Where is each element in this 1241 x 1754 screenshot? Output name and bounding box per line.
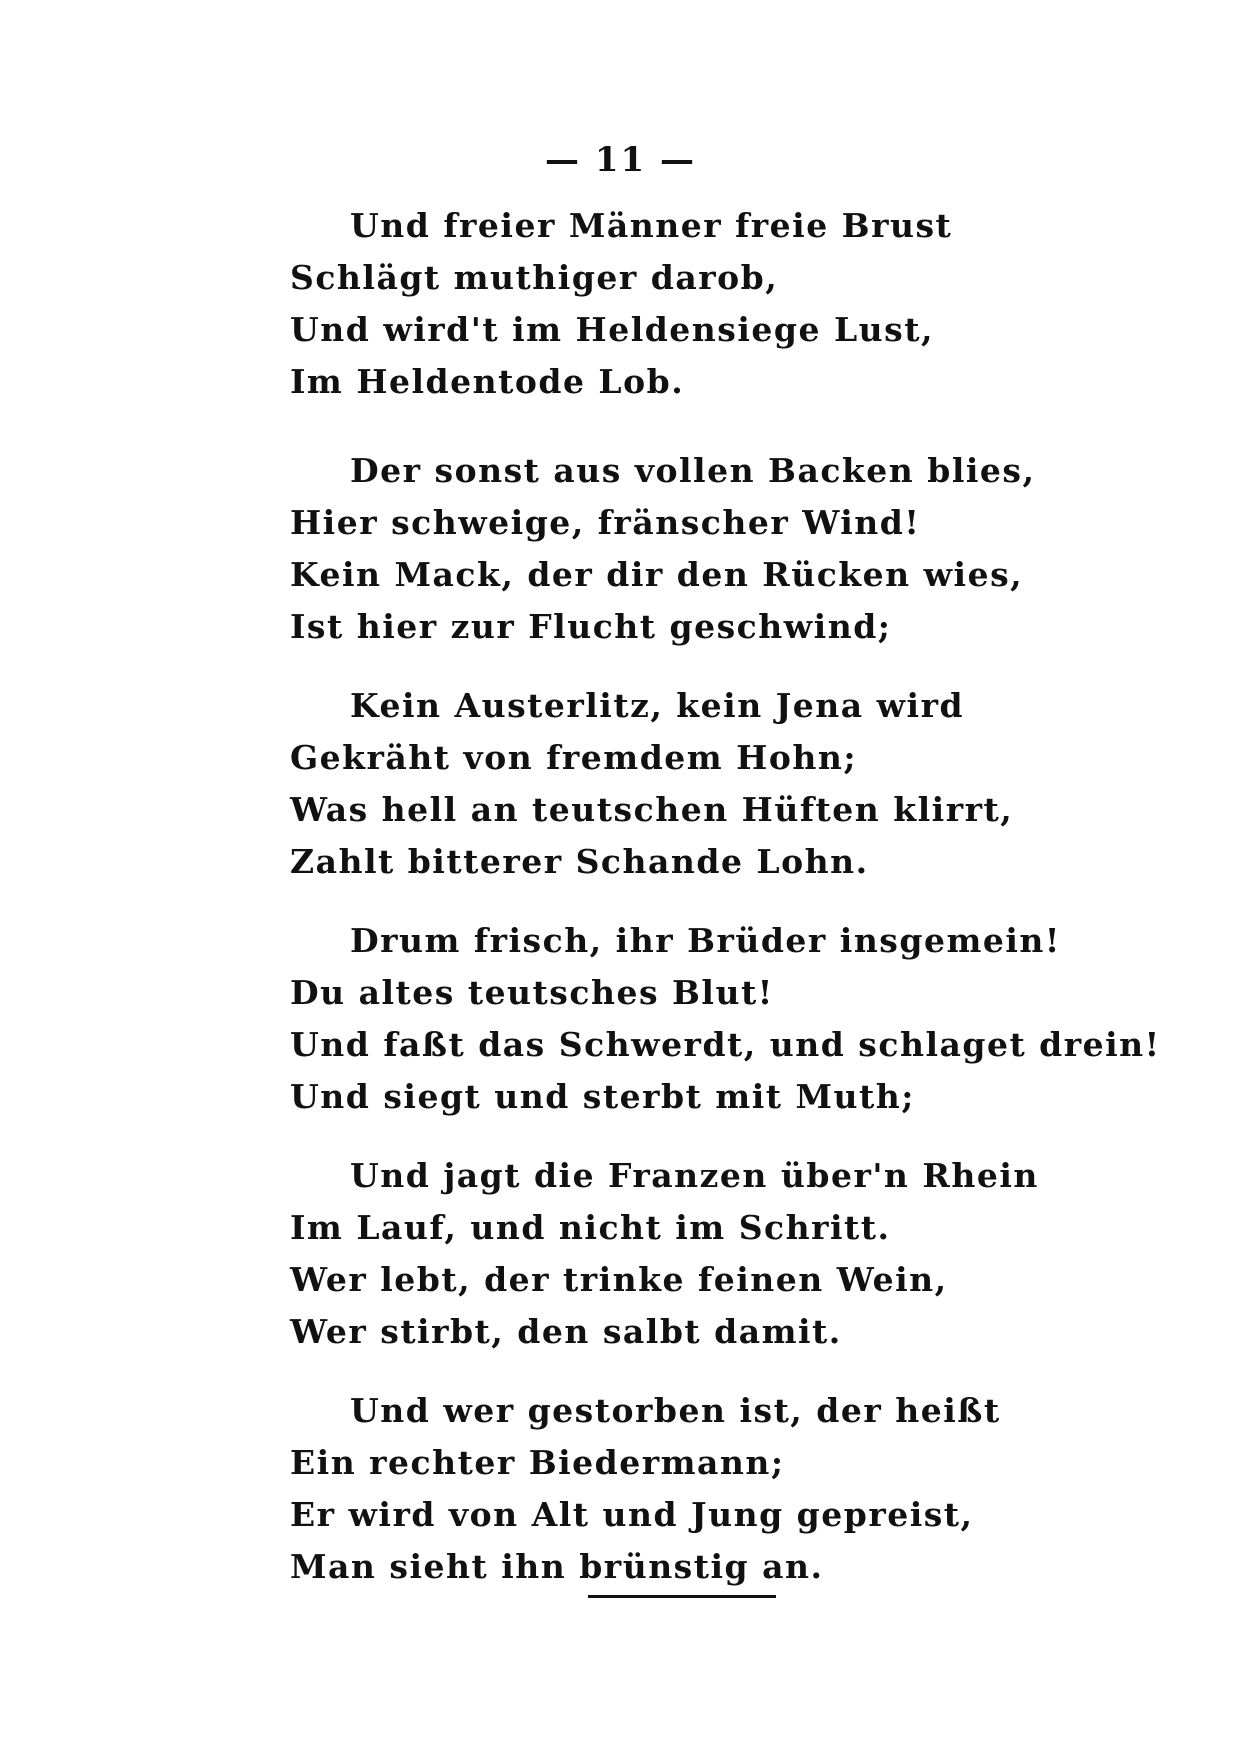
verse-line: Und wird't im Heldensiege Lust, — [290, 310, 934, 349]
verse-line: Man sieht ihn brünstig an. — [290, 1547, 824, 1586]
verse-line: Im Lauf, und nicht im Schritt. — [290, 1208, 891, 1247]
end-rule — [588, 1595, 776, 1598]
stanza-4 — [290, 915, 1161, 1123]
stanza-2 — [290, 445, 1050, 653]
verse-line: Im Heldentode Lob. — [290, 362, 685, 401]
page-number: — 11 — — [545, 140, 696, 180]
verse-line: Und wer gestorben ist, der heißt — [350, 1391, 1001, 1430]
verse-line: Und faßt das Schwerdt, und schlaget drein! — [290, 1025, 1161, 1064]
verse-line: Der sonst aus vollen Backen blies, — [350, 451, 1036, 490]
stanza-1 — [290, 200, 1050, 408]
stanza-6 — [290, 1385, 1050, 1593]
verse-line: Gekräht von fremdem Hohn; — [290, 738, 858, 777]
verse-line: Was hell an teutschen Hüften klirrt, — [290, 790, 1014, 829]
verse-line: Wer lebt, der trinke feinen Wein, — [290, 1260, 948, 1299]
verse-line: Ein rechter Biedermann; — [290, 1443, 785, 1482]
verse-line: Kein Austerlitz, kein Jena wird — [350, 686, 965, 725]
stanza-3 — [290, 680, 1050, 888]
verse-line: Ist hier zur Flucht geschwind; — [290, 607, 892, 646]
verse-line: Drum frisch, ihr Brüder insgemein! — [350, 921, 1061, 960]
verse-line: Du altes teutsches Blut! — [290, 973, 774, 1012]
verse-line: Wer stirbt, den salbt damit. — [290, 1312, 842, 1351]
verse-line: Und jagt die Franzen über'n Rhein — [350, 1156, 1039, 1195]
verse-line: Er wird von Alt und Jung gepreist, — [290, 1495, 974, 1534]
stanza-5 — [290, 1150, 1050, 1358]
verse-line: Schlägt muthiger darob, — [290, 258, 779, 297]
verse-line: Und freier Männer freie Brust — [350, 206, 953, 245]
verse-line: Hier schweige, fränscher Wind! — [290, 503, 921, 542]
verse-line: Und siegt und sterbt mit Muth; — [290, 1077, 915, 1116]
verse-line: Kein Mack, der dir den Rücken wies, — [290, 555, 1024, 594]
verse-line: Zahlt bitterer Schande Lohn. — [290, 842, 869, 881]
